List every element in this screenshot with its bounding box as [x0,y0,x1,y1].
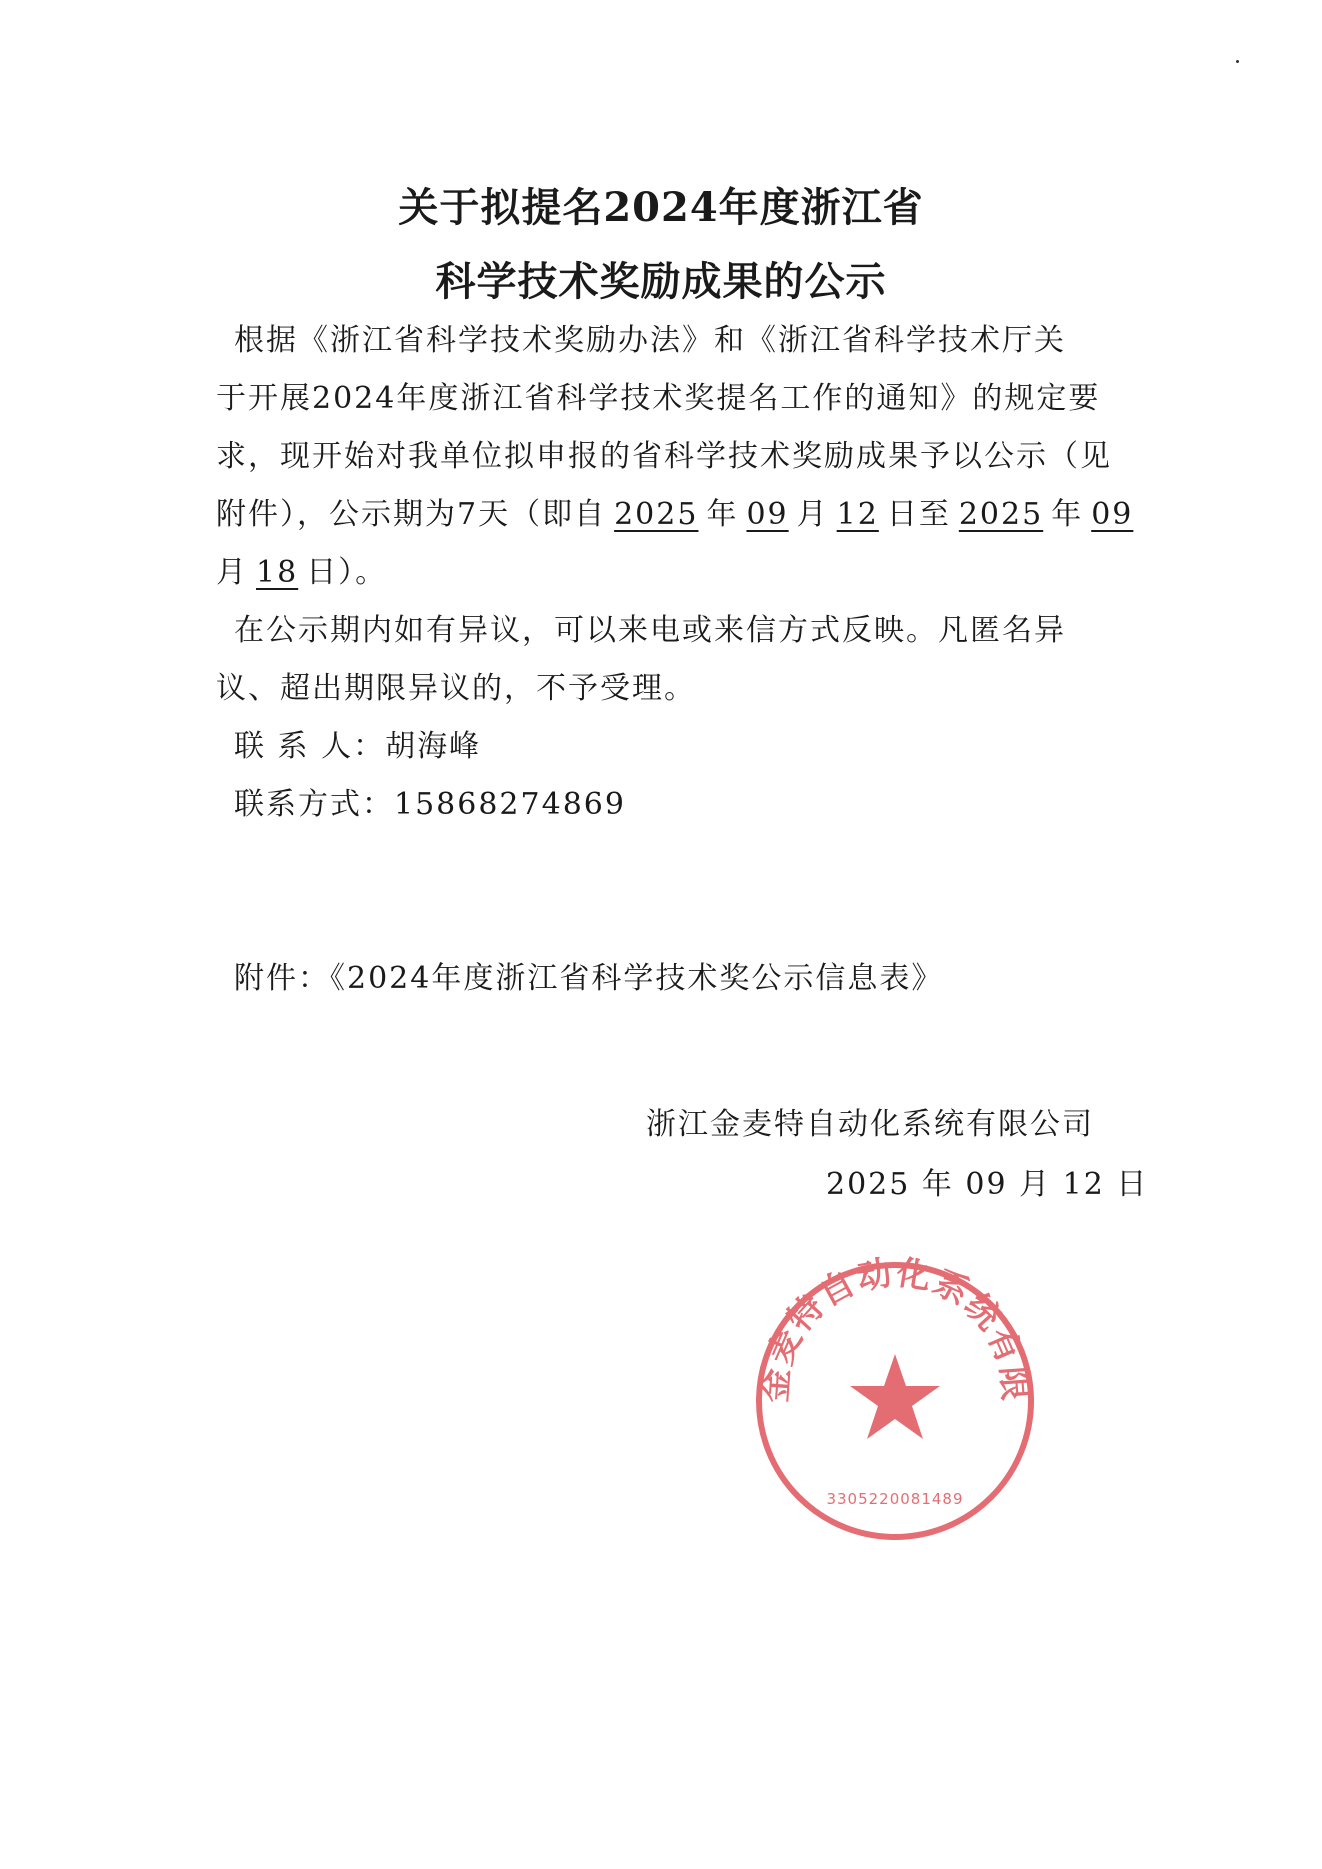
attachment-note: 附件：《2024年度浙江省科学技术奖公示信息表》 [234,961,944,996]
contact-person-name: 胡海峰 [385,729,482,764]
start-year: 2025 [614,497,699,532]
contact-phone-label: 联系方式： [234,787,394,822]
paragraph-1-line-3: 求，现开始对我单位拟申报的省科学技术奖励成果予以公示（见 [216,439,1112,474]
contact-phone-number: 15868274869 [394,787,626,822]
end-day: 18 [256,555,299,590]
paragraph-1-line-4 [216,497,1141,532]
scan-dot [1236,60,1239,63]
year-label: 年 [1051,497,1084,532]
paragraph-1-line-2: 于开展2024年度浙江省科学技术奖提名工作的通知》的规定要 [216,381,1101,416]
contact-person [234,729,482,764]
notice-period-suffix: 日）。 [306,555,388,590]
signature-date: 2025 年 09 月 12 日 [826,1167,1149,1202]
paragraph-1-line-5 [216,555,388,590]
document-title-line-1: 关于拟提名2024年度浙江省 [398,184,924,231]
paragraph-2-line-1: 在公示期内如有异议，可以来电或来信方式反映。凡匿名异 [234,613,1066,648]
start-month: 09 [746,497,789,532]
month-label: 月 [796,497,829,532]
seal-ring-text: 浙江金麦特自动化系统有限公司 [734,1227,1035,1404]
company-seal-stamp [734,1227,1038,1544]
year-label: 年 [706,497,739,532]
seal-code: 3305220081489 [826,1490,964,1508]
document-title-line-2: 科学技术奖励成果的公示 [435,258,887,305]
paragraph-1-line-1: 根据《浙江省科学技术奖励办法》和《浙江省科学技术厅关 [234,323,1066,358]
contact-phone [234,787,626,822]
end-year: 2025 [958,497,1044,532]
svg-text:浙江金麦特自动化系统有限公司 [734,1227,1035,1404]
signature-company: 浙江金麦特自动化系统有限公司 [646,1107,1094,1142]
end-month: 09 [1091,497,1134,532]
paragraph-2-line-2: 议、超出期限异议的，不予受理。 [216,671,696,706]
start-day: 12 [836,497,879,532]
notice-period-prefix: 附件），公示期为7天（即自 [216,497,607,532]
seal-star-icon [850,1354,940,1439]
day-to-label: 日至 [886,497,951,532]
contact-person-label: 联 系 人： [234,729,386,764]
month-label: 月 [216,555,248,590]
